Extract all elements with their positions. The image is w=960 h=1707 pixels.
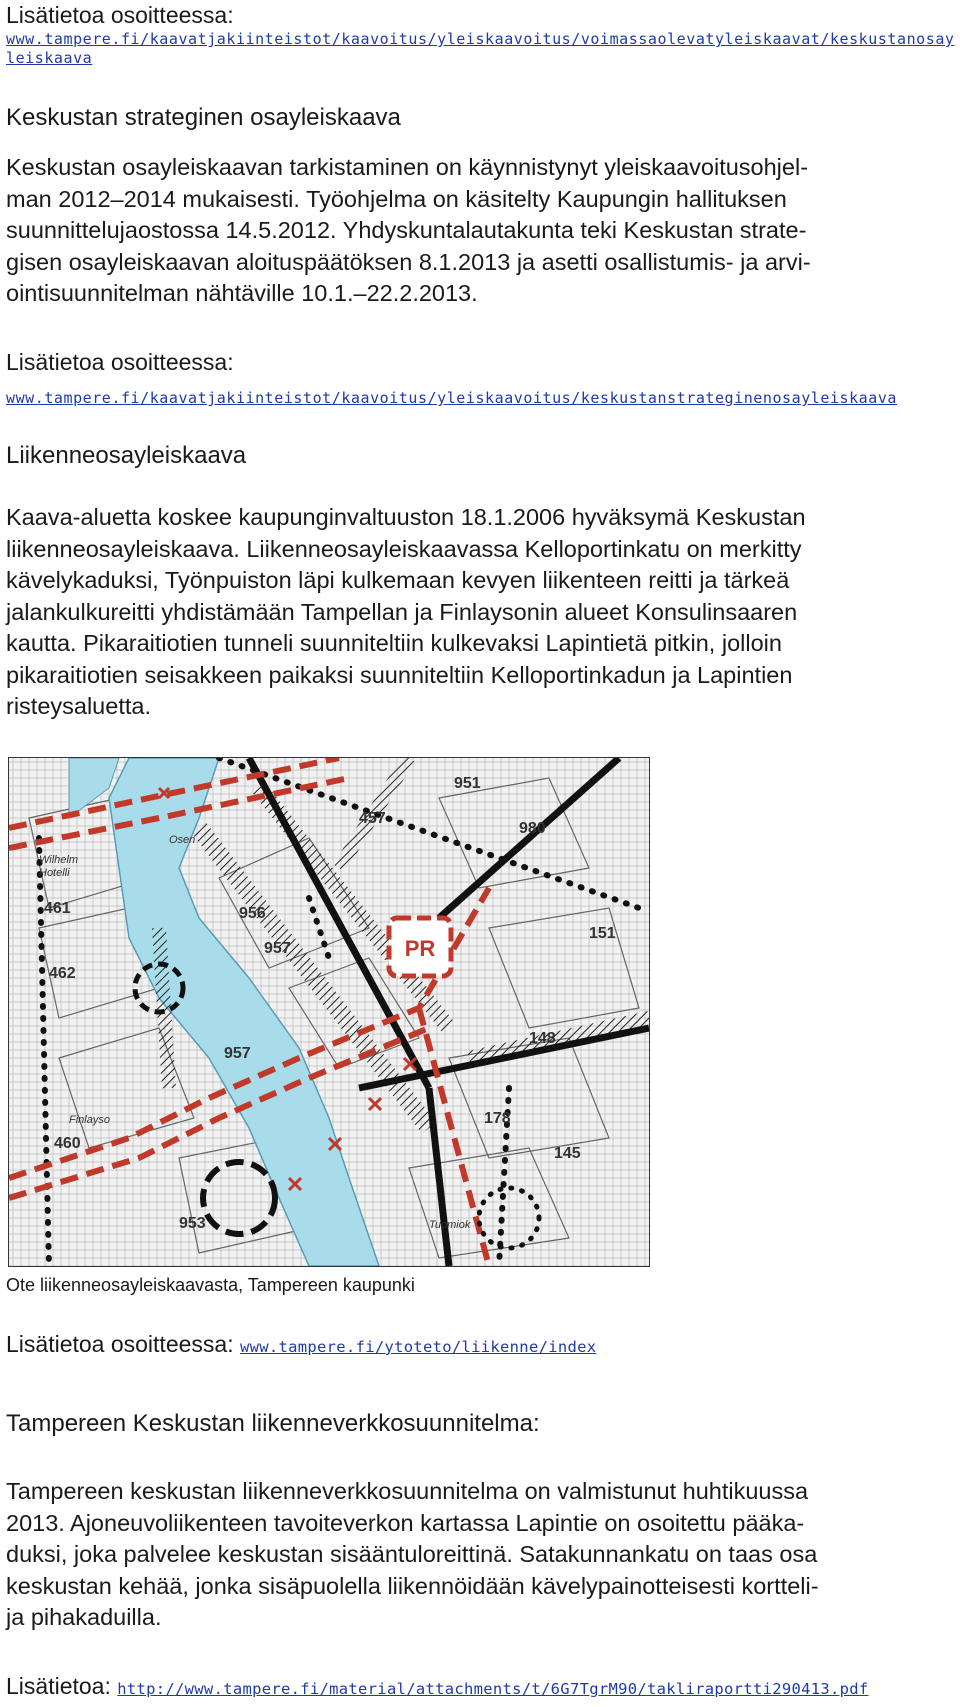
block-number: 980 — [519, 820, 546, 837]
text-line: liikenneosayleiskaava. Liikenneosayleiskaavassa Kelloportinkatu on merkitty — [6, 535, 802, 562]
info-link-2[interactable]: www.tampere.fi/kaavatjakiinteistot/kaavoitus/yleiskaavoitus/keskustanstrateginenosayleiskaava — [6, 389, 898, 407]
block-number: 951 — [454, 775, 481, 792]
text-line: 2013. Ajoneuvoliikenteen tavoiteverkon kartassa Lapintie on osoitettu pääka- — [6, 1509, 805, 1536]
heading-strategic-plan: Keskustan strateginen osayleiskaava — [6, 104, 401, 131]
info-label-3: Lisätietoa osoitteessa: — [6, 1331, 234, 1357]
text-line: kautta. Pikaraitiotien tunneli suunniteltiin kulkevaksi Lapintietä pitkin, jolloin — [6, 630, 782, 656]
heading-traffic-plan: Liikenneosayleiskaava — [6, 442, 247, 469]
text-line: duksi, joka palvelee keskustan sisääntuloreittinä. Satakunnankatu on taas osa — [6, 1541, 818, 1567]
block-number: 145 — [554, 1145, 581, 1162]
block-number: 462 — [49, 965, 76, 982]
text-line: ointisuunnitelman nähtäville 10.1.–22.2.2013. — [6, 280, 478, 306]
map-label: Finlayso — [69, 1114, 110, 1126]
block-number: 953 — [179, 1215, 206, 1232]
block-number: 956 — [239, 905, 266, 922]
text-line: Keskustan osayleiskaavan tarkistaminen on käynnistynyt yleiskaavoitusohjel- — [6, 154, 809, 180]
map-label: Osen — [169, 834, 196, 846]
text-line: keskustan kehää, jonka sisäpuolella liikennöidään kävelypainotteisesti kortteli- — [6, 1572, 819, 1599]
text-line: Tampereen keskustan liikenneverkkosuunnitelma on valmistunut huhtikuussa — [6, 1478, 809, 1504]
info-link-3[interactable]: www.tampere.fi/ytoteto/liikenne/index — [239, 1338, 597, 1356]
traffic-plan-map — [8, 757, 650, 1267]
paragraph-strategic-plan — [6, 152, 956, 310]
text-line: Kaava-aluetta koskee kaupunginvaltuuston 18.1.2006 hyväksymä Keskustan — [6, 504, 806, 530]
map-graphic — [9, 758, 649, 1266]
text-line: gisen osayleiskaavan aloituspäätöksen 8.1.2013 ja asetti osallistumis- ja arvi- — [6, 248, 811, 275]
block-number: 460 — [54, 1135, 81, 1152]
block-number: 457 — [359, 810, 386, 827]
paragraph-network-plan — [6, 1476, 956, 1634]
map-label: Wilhelm — [39, 854, 79, 866]
text-line: ja pihakaduilla. — [6, 1604, 162, 1630]
text-line: risteysaluetta. — [6, 693, 151, 719]
block-number: 957 — [224, 1045, 251, 1062]
map-label: Tuomiok — [429, 1219, 471, 1231]
info-row-4 — [6, 1672, 869, 1703]
pr-label: PR — [404, 936, 436, 961]
block-number: 148 — [529, 1030, 556, 1047]
text-line: suunnittelujaostossa 14.5.2012. Yhdyskuntalautakunta teki Keskustan strate- — [6, 217, 807, 243]
info-label-4: Lisätietoa: — [6, 1673, 111, 1699]
block-number: 957 — [264, 940, 291, 957]
text-line: pikaraitiotien seisakkeen paikaksi suunniteltiin Kelloportinkadun ja Lapintien — [6, 661, 793, 688]
info-link-4[interactable]: http://www.tampere.fi/material/attachments/t/6G7TgrM90/takliraportti290413.pdf — [117, 1680, 869, 1698]
map-label: Hotelli — [39, 867, 70, 879]
text-line: kävelykaduksi, Työnpuiston läpi kulkemaan kevyen liikenteen reitti ja tärkeä — [6, 567, 790, 593]
text-line: man 2012–2014 mukaisesti. Työohjelma on käsitelty Kaupungin hallituksen — [6, 185, 787, 212]
map-caption: Ote liikenneosayleiskaavasta, Tampereen kaupunki — [6, 1275, 415, 1295]
text-line: jalankulkureitti yhdistämään Tampellan ja Finlaysonin alueet Konsulinsaaren — [6, 598, 798, 625]
heading-network-plan: Tampereen Keskustan liikenneverkkosuunnitelma: — [6, 1410, 540, 1437]
info-row-3 — [6, 1330, 596, 1361]
info-label-2: Lisätietoa osoitteessa: — [6, 349, 234, 375]
block-number: 151 — [589, 925, 616, 942]
info-label-1: Lisätietoa osoitteessa: — [6, 2, 234, 28]
block-number: 178 — [484, 1110, 511, 1127]
block-number: 461 — [44, 900, 71, 917]
info-link-1[interactable]: www.tampere.fi/kaavatjakiinteistot/kaavoitus/yleiskaavoitus/voimassaolevatyleiskaavat/keskustanosayleiskaava — [6, 30, 955, 67]
paragraph-traffic-plan — [6, 502, 956, 723]
